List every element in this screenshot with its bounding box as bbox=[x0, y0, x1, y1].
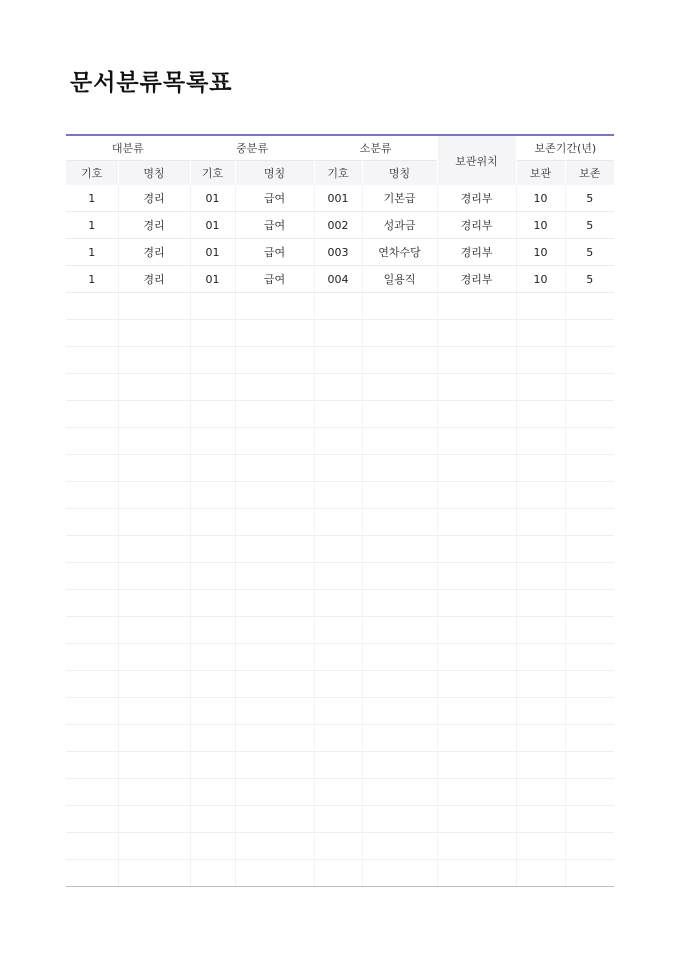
cell-major-name: 경리 bbox=[118, 266, 190, 293]
empty-cell bbox=[235, 374, 314, 401]
empty-cell bbox=[190, 671, 235, 698]
empty-table-row bbox=[66, 482, 614, 509]
empty-cell bbox=[437, 509, 516, 536]
empty-cell bbox=[362, 563, 437, 590]
empty-cell bbox=[516, 509, 565, 536]
empty-cell bbox=[516, 374, 565, 401]
empty-cell bbox=[437, 644, 516, 671]
header-major-name: 명칭 bbox=[118, 161, 190, 186]
empty-cell bbox=[235, 860, 314, 887]
empty-cell bbox=[235, 617, 314, 644]
empty-table-row bbox=[66, 455, 614, 482]
empty-cell bbox=[565, 563, 614, 590]
empty-cell bbox=[362, 644, 437, 671]
empty-cell bbox=[66, 320, 118, 347]
empty-cell bbox=[516, 860, 565, 887]
cell-preserve: 5 bbox=[565, 185, 614, 212]
empty-table-row bbox=[66, 833, 614, 860]
empty-cell bbox=[314, 752, 362, 779]
empty-table-row bbox=[66, 293, 614, 320]
table-row bbox=[66, 239, 614, 266]
empty-cell bbox=[235, 779, 314, 806]
empty-cell bbox=[314, 563, 362, 590]
header-major-group: 대분류 bbox=[66, 135, 190, 161]
empty-cell bbox=[235, 320, 314, 347]
empty-cell bbox=[362, 401, 437, 428]
empty-cell bbox=[516, 293, 565, 320]
empty-cell bbox=[118, 401, 190, 428]
empty-table-row bbox=[66, 536, 614, 563]
empty-table-row bbox=[66, 590, 614, 617]
cell-major-code: 1 bbox=[66, 212, 118, 239]
empty-cell bbox=[437, 536, 516, 563]
empty-cell bbox=[437, 455, 516, 482]
empty-cell bbox=[314, 536, 362, 563]
empty-cell bbox=[190, 725, 235, 752]
empty-cell bbox=[235, 698, 314, 725]
empty-cell bbox=[190, 428, 235, 455]
cell-location: 경리부 bbox=[437, 266, 516, 293]
cell-major-name: 경리 bbox=[118, 185, 190, 212]
cell-preserve: 5 bbox=[565, 266, 614, 293]
empty-cell bbox=[516, 401, 565, 428]
empty-cell bbox=[437, 698, 516, 725]
cell-keep: 10 bbox=[516, 212, 565, 239]
empty-cell bbox=[118, 455, 190, 482]
empty-cell bbox=[235, 725, 314, 752]
empty-cell bbox=[190, 617, 235, 644]
empty-cell bbox=[314, 509, 362, 536]
empty-cell bbox=[516, 644, 565, 671]
empty-cell bbox=[516, 833, 565, 860]
empty-cell bbox=[362, 752, 437, 779]
cell-middle-code: 01 bbox=[190, 185, 235, 212]
empty-cell bbox=[565, 779, 614, 806]
empty-cell bbox=[235, 563, 314, 590]
empty-cell bbox=[235, 806, 314, 833]
header-minor-name: 명칭 bbox=[362, 161, 437, 186]
cell-keep: 10 bbox=[516, 185, 565, 212]
cell-minor-code: 004 bbox=[314, 266, 362, 293]
empty-cell bbox=[565, 725, 614, 752]
cell-keep: 10 bbox=[516, 266, 565, 293]
empty-cell bbox=[66, 374, 118, 401]
empty-cell bbox=[314, 860, 362, 887]
empty-cell bbox=[362, 590, 437, 617]
empty-cell bbox=[190, 833, 235, 860]
empty-cell bbox=[314, 617, 362, 644]
empty-cell bbox=[362, 617, 437, 644]
empty-cell bbox=[235, 401, 314, 428]
header-retention-group: 보존기간(년) bbox=[516, 135, 614, 161]
empty-cell bbox=[362, 536, 437, 563]
cell-location: 경리부 bbox=[437, 185, 516, 212]
empty-cell bbox=[516, 536, 565, 563]
empty-cell bbox=[235, 347, 314, 374]
empty-cell bbox=[118, 779, 190, 806]
empty-cell bbox=[362, 320, 437, 347]
empty-cell bbox=[437, 590, 516, 617]
empty-cell bbox=[66, 590, 118, 617]
empty-cell bbox=[235, 833, 314, 860]
cell-middle-name: 급여 bbox=[235, 239, 314, 266]
empty-cell bbox=[190, 347, 235, 374]
cell-minor-code: 002 bbox=[314, 212, 362, 239]
empty-cell bbox=[118, 590, 190, 617]
empty-cell bbox=[565, 617, 614, 644]
cell-location: 경리부 bbox=[437, 239, 516, 266]
empty-cell bbox=[66, 644, 118, 671]
empty-cell bbox=[314, 590, 362, 617]
empty-cell bbox=[437, 752, 516, 779]
empty-table-row bbox=[66, 374, 614, 401]
empty-cell bbox=[565, 536, 614, 563]
empty-cell bbox=[565, 860, 614, 887]
empty-cell bbox=[190, 563, 235, 590]
empty-cell bbox=[565, 590, 614, 617]
cell-major-name: 경리 bbox=[118, 239, 190, 266]
empty-cell bbox=[362, 860, 437, 887]
empty-cell bbox=[118, 806, 190, 833]
empty-cell bbox=[437, 725, 516, 752]
empty-cell bbox=[66, 401, 118, 428]
empty-cell bbox=[437, 428, 516, 455]
table-body bbox=[66, 185, 614, 887]
empty-cell bbox=[516, 347, 565, 374]
cell-preserve: 5 bbox=[565, 239, 614, 266]
empty-cell bbox=[437, 374, 516, 401]
table-row bbox=[66, 185, 614, 212]
empty-cell bbox=[66, 833, 118, 860]
cell-minor-name: 일용직 bbox=[362, 266, 437, 293]
empty-cell bbox=[362, 833, 437, 860]
empty-table-row bbox=[66, 644, 614, 671]
empty-cell bbox=[516, 563, 565, 590]
empty-cell bbox=[190, 644, 235, 671]
empty-cell bbox=[362, 482, 437, 509]
empty-cell bbox=[118, 644, 190, 671]
header-middle-name: 명칭 bbox=[235, 161, 314, 186]
empty-cell bbox=[565, 671, 614, 698]
empty-cell bbox=[565, 698, 614, 725]
empty-cell bbox=[118, 860, 190, 887]
empty-cell bbox=[190, 779, 235, 806]
empty-cell bbox=[437, 779, 516, 806]
empty-cell bbox=[118, 320, 190, 347]
empty-cell bbox=[314, 374, 362, 401]
empty-table-row bbox=[66, 752, 614, 779]
header-sub-row bbox=[66, 161, 614, 186]
empty-cell bbox=[190, 590, 235, 617]
empty-cell bbox=[66, 752, 118, 779]
empty-cell bbox=[66, 509, 118, 536]
cell-major-code: 1 bbox=[66, 266, 118, 293]
cell-minor-code: 001 bbox=[314, 185, 362, 212]
cell-minor-name: 연차수당 bbox=[362, 239, 437, 266]
empty-table-row bbox=[66, 428, 614, 455]
empty-cell bbox=[362, 293, 437, 320]
empty-cell bbox=[516, 671, 565, 698]
empty-cell bbox=[314, 293, 362, 320]
document-classification-table bbox=[66, 134, 614, 887]
empty-cell bbox=[362, 725, 437, 752]
empty-table-row bbox=[66, 401, 614, 428]
empty-cell bbox=[118, 563, 190, 590]
empty-cell bbox=[516, 590, 565, 617]
empty-cell bbox=[190, 293, 235, 320]
empty-table-row bbox=[66, 860, 614, 887]
empty-cell bbox=[565, 509, 614, 536]
empty-table-row bbox=[66, 509, 614, 536]
empty-cell bbox=[190, 401, 235, 428]
empty-cell bbox=[190, 374, 235, 401]
empty-cell bbox=[565, 374, 614, 401]
empty-cell bbox=[314, 725, 362, 752]
empty-cell bbox=[314, 833, 362, 860]
header-minor-code: 기호 bbox=[314, 161, 362, 186]
empty-cell bbox=[565, 347, 614, 374]
empty-cell bbox=[190, 455, 235, 482]
empty-cell bbox=[565, 455, 614, 482]
empty-cell bbox=[362, 455, 437, 482]
empty-cell bbox=[66, 806, 118, 833]
empty-cell bbox=[118, 293, 190, 320]
empty-cell bbox=[118, 482, 190, 509]
empty-cell bbox=[314, 428, 362, 455]
empty-cell bbox=[66, 293, 118, 320]
empty-cell bbox=[565, 293, 614, 320]
empty-cell bbox=[565, 428, 614, 455]
empty-cell bbox=[66, 725, 118, 752]
empty-cell bbox=[314, 482, 362, 509]
empty-cell bbox=[190, 698, 235, 725]
empty-cell bbox=[314, 779, 362, 806]
cell-keep: 10 bbox=[516, 239, 565, 266]
empty-table-row bbox=[66, 320, 614, 347]
header-preserve: 보존 bbox=[565, 161, 614, 186]
empty-cell bbox=[66, 347, 118, 374]
cell-minor-code: 003 bbox=[314, 239, 362, 266]
cell-middle-code: 01 bbox=[190, 212, 235, 239]
page-title: 문서분류목록표 bbox=[70, 70, 233, 96]
empty-cell bbox=[66, 779, 118, 806]
empty-cell bbox=[516, 482, 565, 509]
cell-major-code: 1 bbox=[66, 185, 118, 212]
empty-cell bbox=[235, 644, 314, 671]
empty-cell bbox=[437, 860, 516, 887]
header-major-code: 기호 bbox=[66, 161, 118, 186]
empty-cell bbox=[362, 779, 437, 806]
empty-cell bbox=[314, 671, 362, 698]
empty-cell bbox=[235, 536, 314, 563]
empty-cell bbox=[516, 698, 565, 725]
empty-cell bbox=[118, 374, 190, 401]
empty-cell bbox=[437, 563, 516, 590]
empty-cell bbox=[190, 320, 235, 347]
cell-middle-name: 급여 bbox=[235, 266, 314, 293]
empty-cell bbox=[362, 698, 437, 725]
header-group-row bbox=[66, 135, 614, 161]
empty-cell bbox=[235, 752, 314, 779]
empty-table-row bbox=[66, 725, 614, 752]
cell-preserve: 5 bbox=[565, 212, 614, 239]
empty-cell bbox=[565, 482, 614, 509]
empty-cell bbox=[362, 806, 437, 833]
empty-table-row bbox=[66, 698, 614, 725]
empty-cell bbox=[437, 671, 516, 698]
empty-table-row bbox=[66, 779, 614, 806]
empty-cell bbox=[190, 509, 235, 536]
empty-cell bbox=[565, 320, 614, 347]
empty-cell bbox=[565, 806, 614, 833]
empty-cell bbox=[66, 698, 118, 725]
cell-minor-name: 성과금 bbox=[362, 212, 437, 239]
empty-table-row bbox=[66, 671, 614, 698]
empty-cell bbox=[437, 806, 516, 833]
empty-cell bbox=[66, 617, 118, 644]
empty-cell bbox=[118, 698, 190, 725]
empty-cell bbox=[118, 725, 190, 752]
cell-minor-name: 기본급 bbox=[362, 185, 437, 212]
empty-cell bbox=[314, 455, 362, 482]
empty-cell bbox=[437, 401, 516, 428]
cell-middle-code: 01 bbox=[190, 239, 235, 266]
header-keep: 보관 bbox=[516, 161, 565, 186]
empty-cell bbox=[516, 455, 565, 482]
empty-cell bbox=[314, 698, 362, 725]
header-middle-code: 기호 bbox=[190, 161, 235, 186]
empty-cell bbox=[437, 293, 516, 320]
empty-cell bbox=[516, 752, 565, 779]
empty-cell bbox=[565, 644, 614, 671]
header-middle-group: 중분류 bbox=[190, 135, 314, 161]
empty-cell bbox=[66, 482, 118, 509]
empty-cell bbox=[118, 833, 190, 860]
empty-table-row bbox=[66, 563, 614, 590]
empty-cell bbox=[314, 644, 362, 671]
empty-cell bbox=[314, 320, 362, 347]
table-row bbox=[66, 212, 614, 239]
empty-cell bbox=[235, 482, 314, 509]
empty-cell bbox=[66, 428, 118, 455]
empty-cell bbox=[314, 806, 362, 833]
empty-cell bbox=[235, 671, 314, 698]
header-minor-group: 소분류 bbox=[314, 135, 437, 161]
empty-cell bbox=[66, 455, 118, 482]
empty-cell bbox=[118, 536, 190, 563]
empty-cell bbox=[362, 347, 437, 374]
empty-cell bbox=[437, 482, 516, 509]
cell-middle-code: 01 bbox=[190, 266, 235, 293]
empty-cell bbox=[118, 347, 190, 374]
empty-cell bbox=[235, 455, 314, 482]
empty-cell bbox=[437, 617, 516, 644]
cell-middle-name: 급여 bbox=[235, 212, 314, 239]
empty-cell bbox=[66, 671, 118, 698]
table-row bbox=[66, 266, 614, 293]
empty-table-row bbox=[66, 806, 614, 833]
empty-cell bbox=[437, 347, 516, 374]
empty-cell bbox=[118, 752, 190, 779]
empty-cell bbox=[235, 590, 314, 617]
empty-cell bbox=[66, 860, 118, 887]
empty-cell bbox=[565, 833, 614, 860]
header-location: 보관위치 bbox=[437, 135, 516, 185]
empty-cell bbox=[190, 860, 235, 887]
empty-cell bbox=[66, 536, 118, 563]
empty-cell bbox=[314, 347, 362, 374]
cell-major-code: 1 bbox=[66, 239, 118, 266]
cell-location: 경리부 bbox=[437, 212, 516, 239]
empty-cell bbox=[362, 671, 437, 698]
empty-cell bbox=[516, 779, 565, 806]
empty-cell bbox=[362, 374, 437, 401]
empty-cell bbox=[118, 509, 190, 536]
empty-cell bbox=[516, 428, 565, 455]
empty-cell bbox=[190, 806, 235, 833]
empty-cell bbox=[565, 752, 614, 779]
empty-cell bbox=[516, 617, 565, 644]
empty-cell bbox=[118, 617, 190, 644]
empty-cell bbox=[235, 293, 314, 320]
empty-cell bbox=[235, 509, 314, 536]
empty-cell bbox=[516, 320, 565, 347]
empty-cell bbox=[118, 671, 190, 698]
empty-cell bbox=[314, 401, 362, 428]
empty-cell bbox=[437, 833, 516, 860]
empty-cell bbox=[437, 320, 516, 347]
empty-cell bbox=[190, 482, 235, 509]
empty-cell bbox=[66, 563, 118, 590]
cell-major-name: 경리 bbox=[118, 212, 190, 239]
empty-cell bbox=[565, 401, 614, 428]
empty-cell bbox=[362, 509, 437, 536]
empty-cell bbox=[190, 536, 235, 563]
empty-table-row bbox=[66, 617, 614, 644]
empty-cell bbox=[362, 428, 437, 455]
empty-cell bbox=[516, 725, 565, 752]
empty-cell bbox=[235, 428, 314, 455]
empty-cell bbox=[118, 428, 190, 455]
cell-middle-name: 급여 bbox=[235, 185, 314, 212]
empty-cell bbox=[190, 752, 235, 779]
empty-table-row bbox=[66, 347, 614, 374]
empty-cell bbox=[516, 806, 565, 833]
